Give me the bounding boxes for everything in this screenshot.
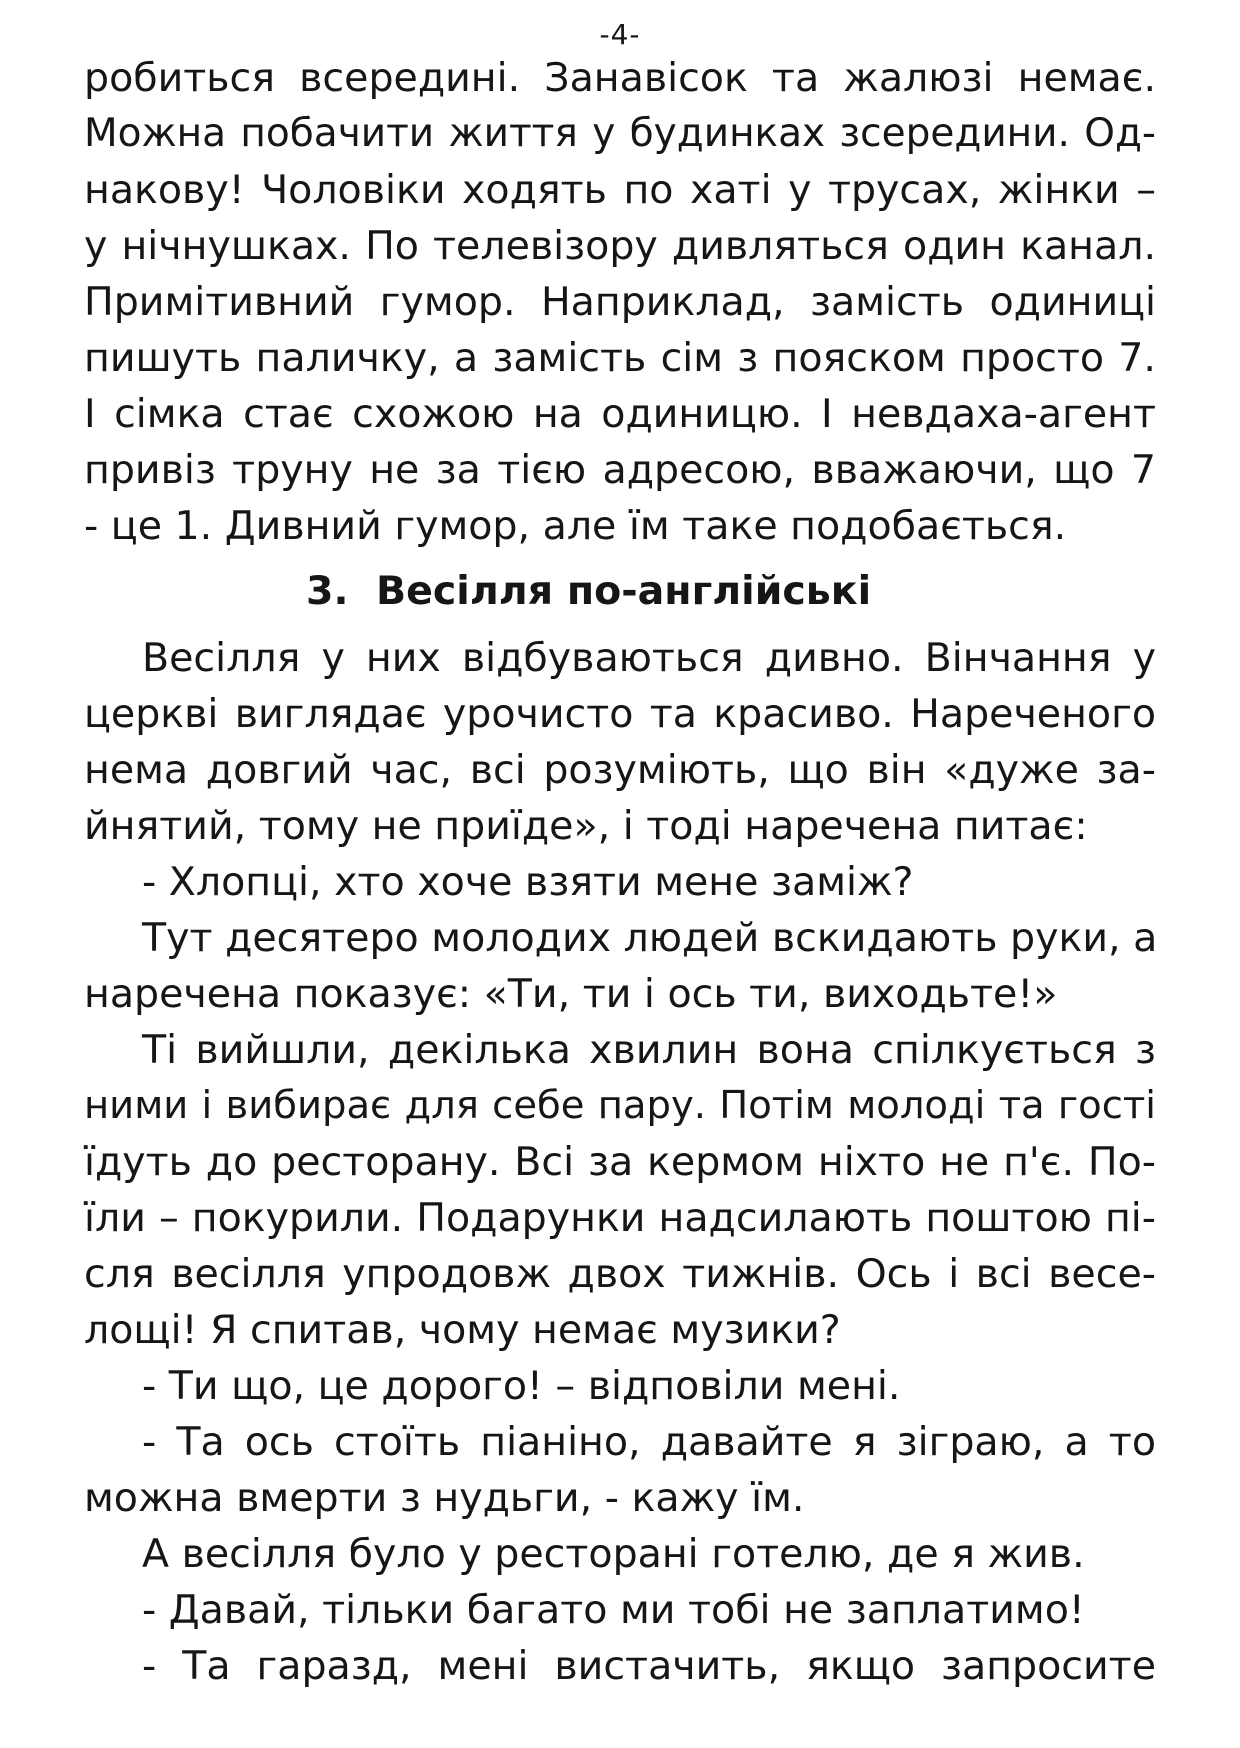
text-line: їли – покурили. Подарунки надсилають поштою пі- bbox=[84, 1195, 1156, 1241]
text-line: А весілля було у ресторані готелю, де я жив. bbox=[142, 1531, 1085, 1577]
text-line: церкві виглядає урочисто та красиво. Нареченого bbox=[84, 691, 1156, 737]
page-number: -4- bbox=[599, 18, 641, 51]
text-line: накову! Чоловіки ходять по хаті у трусах, жінки – bbox=[84, 167, 1156, 213]
text-line: йнятий, тому не приїде», і тоді наречена питає: bbox=[84, 803, 1088, 849]
text-line: - Та гаразд, мені вистачить, якщо запросите bbox=[142, 1643, 1156, 1689]
text-line: Примітивний гумор. Наприклад, замість одиниці bbox=[84, 279, 1156, 325]
text-line: сля весілля упродовж двох тижнів. Ось і всі весе- bbox=[84, 1251, 1156, 1297]
text-line: Тут десятеро молодих людей вскидають руки, а bbox=[142, 915, 1158, 961]
text-line: можна вмерти з нудьги, - кажу їм. bbox=[84, 1475, 805, 1521]
text-line: Весілля у них відбуваються дивно. Вінчання у bbox=[142, 635, 1156, 681]
body-text-top bbox=[84, 50, 1156, 554]
text-line: - Хлопці, хто хоче взяти мене заміж? bbox=[142, 859, 914, 905]
text-line: у нічнушках. По телевізору дивляться один канал. bbox=[84, 223, 1156, 269]
heading-title: Весілля по-англійські bbox=[376, 568, 872, 614]
body-text-bottom bbox=[84, 630, 1156, 1694]
heading-number: 3. bbox=[306, 568, 349, 614]
text-line: Можна побачити життя у будинках зсередини. Од- bbox=[84, 111, 1156, 156]
text-line: - Та ось стоїть піаніно, давайте я зіграю, а то bbox=[142, 1419, 1156, 1465]
text-line: наречена показує: «Ти, ти і ось ти, виходьте!» bbox=[84, 971, 1058, 1017]
text-line: робиться всередині. Занавісок та жалюзі немає. bbox=[84, 55, 1156, 101]
text-line: привіз труну не за тією адресою, вважаючи, що 7 bbox=[84, 447, 1156, 493]
text-line: І сімка стає схожою на одиницю. І невдаха-агент bbox=[84, 391, 1156, 437]
text-line: нема довгий час, всі розуміють, що він «дуже за- bbox=[84, 747, 1156, 793]
text-line: їдуть до ресторану. Всі за кермом ніхто не п'є. По- bbox=[84, 1139, 1156, 1185]
text-line: - Давай, тільки багато ми тобі не заплатимо! bbox=[142, 1587, 1085, 1633]
chapter-heading bbox=[84, 563, 1156, 619]
text-line: пишуть паличку, а замість сім з пояском просто 7. bbox=[84, 335, 1156, 381]
text-line: ними і вибирає для себе пару. Потім молоді та гості bbox=[84, 1083, 1156, 1128]
text-line: - це 1. Дивний гумор, але їм таке подобається. bbox=[84, 503, 1067, 549]
heading-line bbox=[84, 563, 1156, 619]
text-line: - Ти що, це дорого! – відповіли мені. bbox=[142, 1363, 901, 1409]
text-line: Ті вийшли, декілька хвилин вона спілкується з bbox=[142, 1027, 1156, 1073]
text-line: лощі! Я спитав, чому немає музики? bbox=[84, 1307, 841, 1353]
